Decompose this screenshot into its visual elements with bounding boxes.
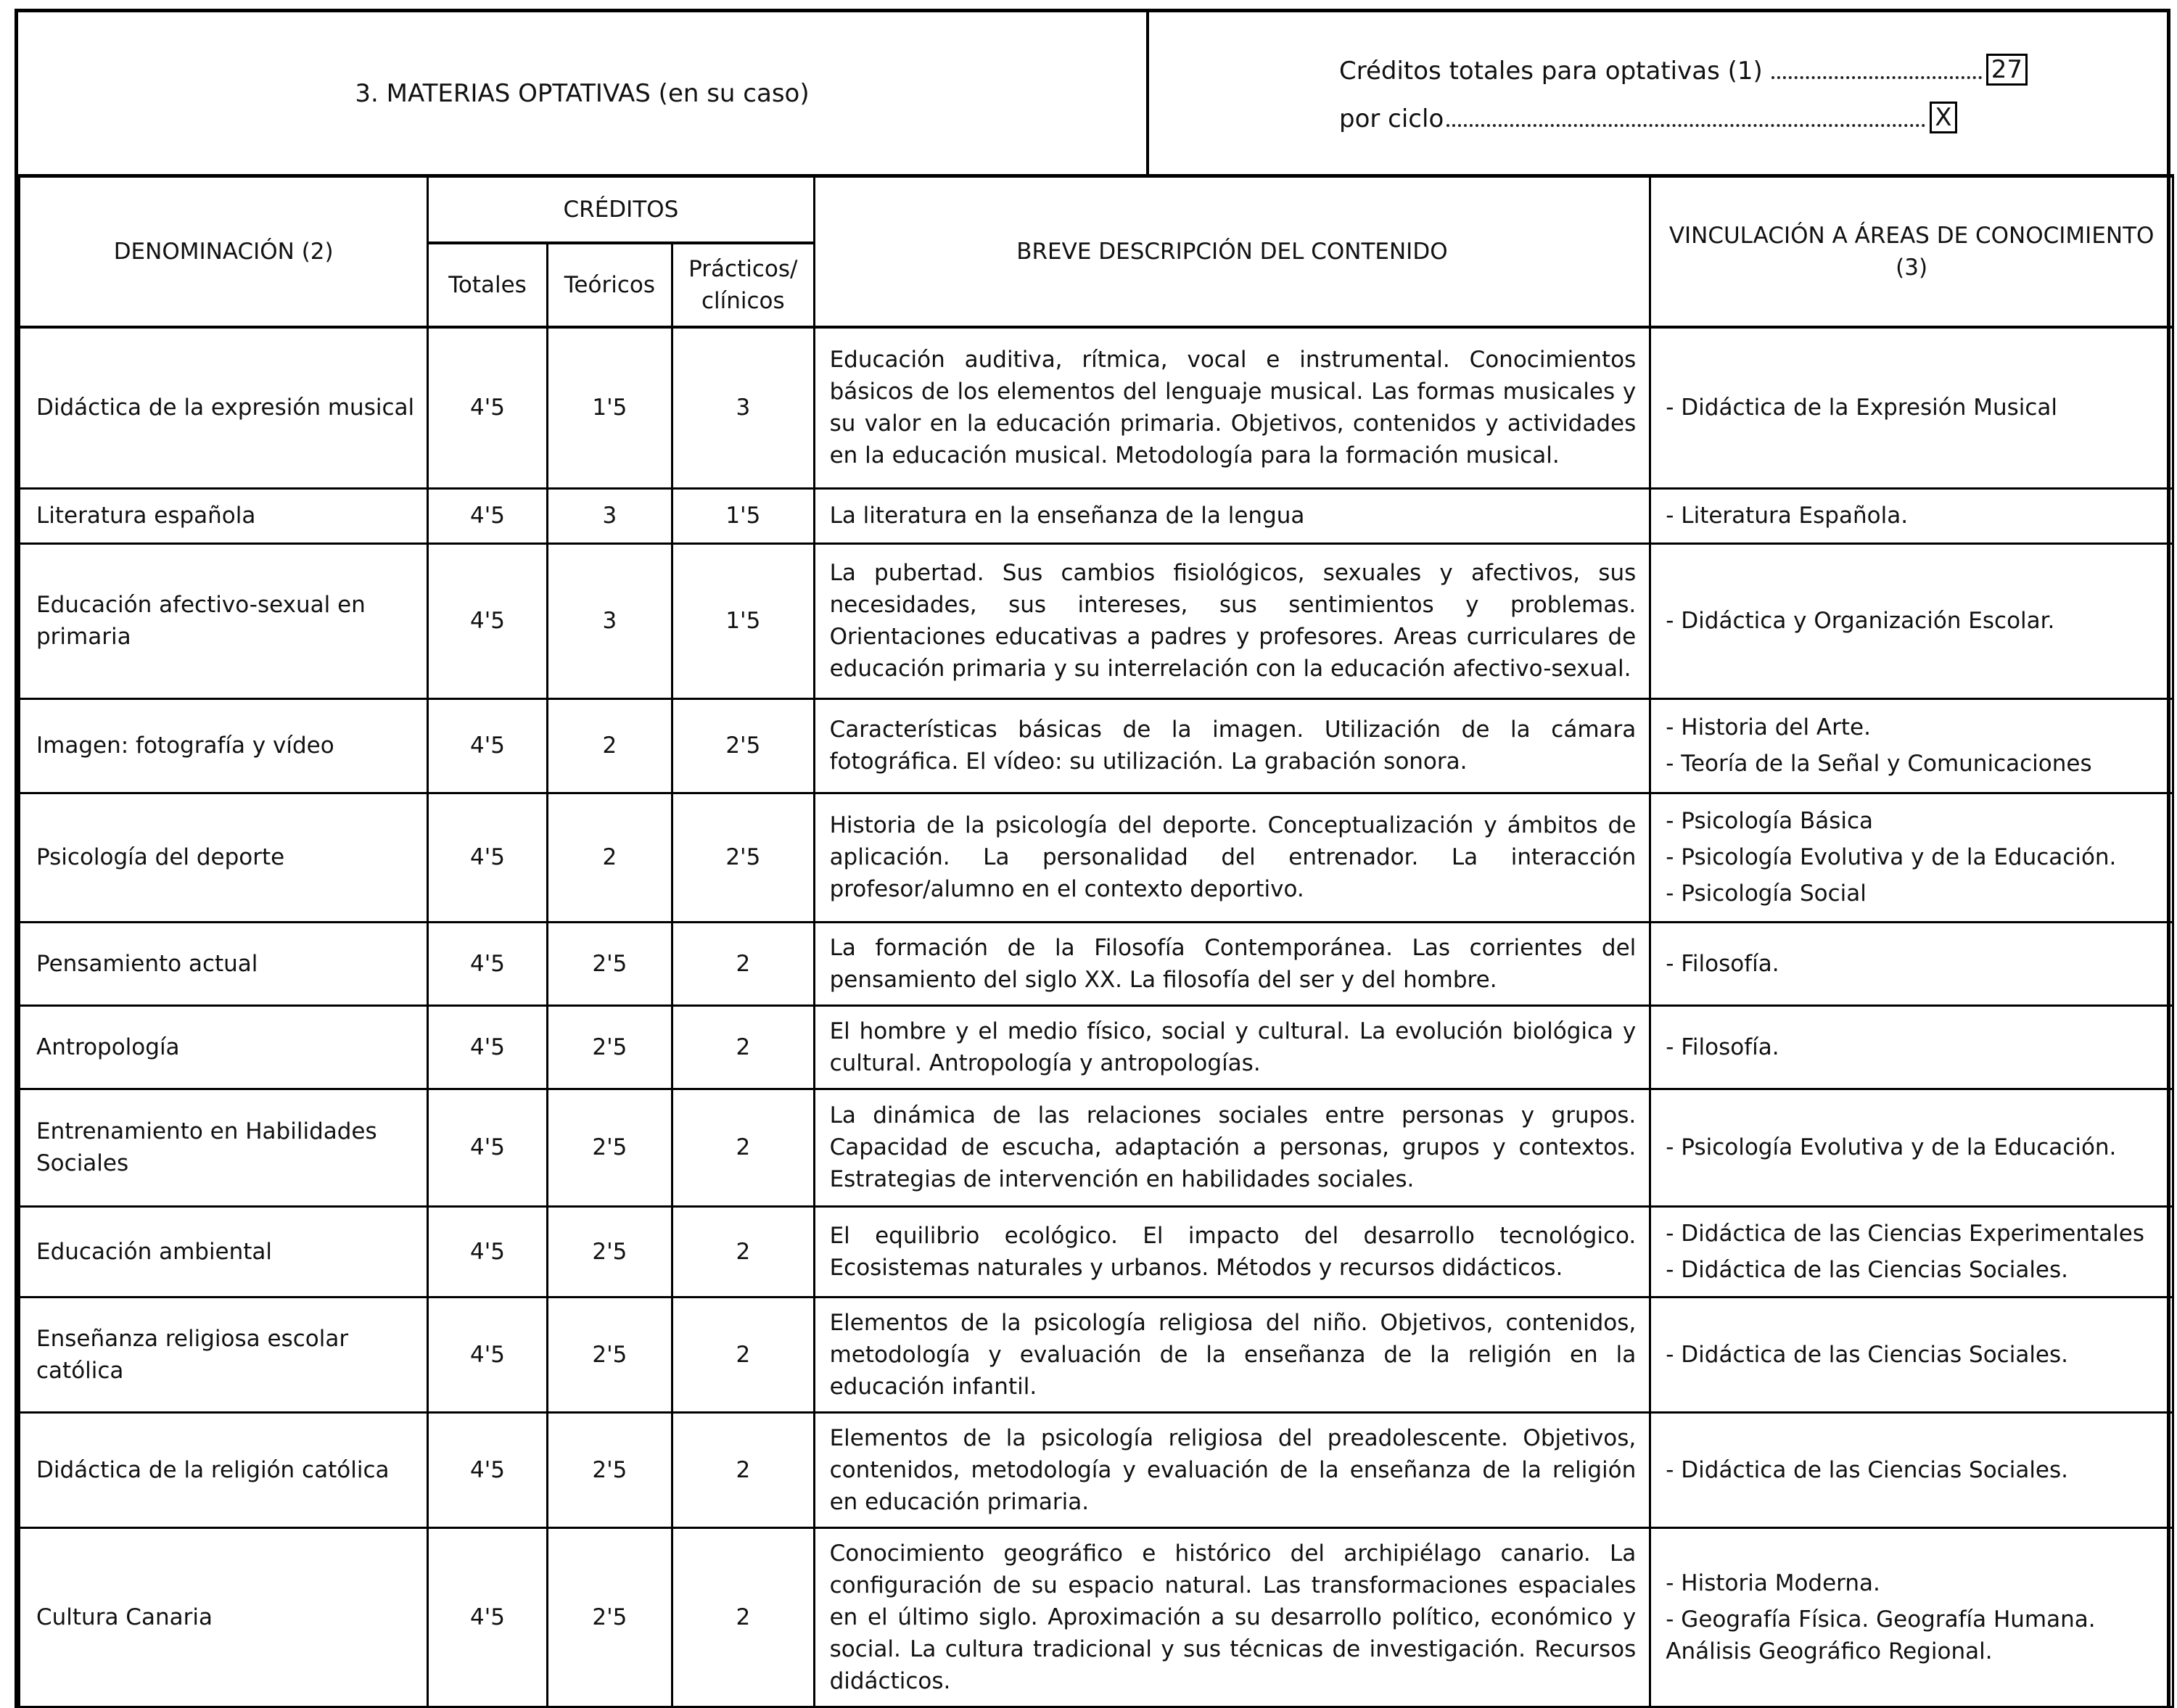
table-header-row (20, 176, 2173, 244)
table-row (20, 1412, 2173, 1527)
total-credits-label: Créditos totales para optativas (1) (1339, 56, 1763, 86)
subject-name: Psicología del deporte (20, 793, 428, 922)
knowledge-area-item: - Didáctica de las Ciencias Sociales. (1666, 1341, 2069, 1368)
credits-totales: 4'5 (428, 488, 547, 543)
col-practicos-line2: clínicos (701, 288, 785, 314)
col-practicos (672, 243, 814, 327)
table-row (20, 1206, 2173, 1297)
col-creditos: CRÉDITOS (428, 176, 814, 244)
total-credits-value: 27 (1986, 54, 2028, 86)
credits-totales: 4'5 (428, 1005, 547, 1089)
content-description: El hombre y el medio físico, social y cultural. La evolución biológica y cultural. Antropología y antropologías. (814, 1005, 1650, 1089)
content-description: La literatura en la enseñanza de la lengua (814, 488, 1650, 543)
subject-name: Antropología (20, 1005, 428, 1089)
document-page (15, 9, 2170, 1708)
knowledge-area-item: - Didáctica de la Expresión Musical (1666, 395, 2058, 421)
credits-practicos: 2 (672, 1005, 814, 1089)
subject-name: Entrenamiento en Habilidades Sociales (20, 1089, 428, 1206)
col-vinculacion: VINCULACIÓN A ÁREAS DE CONOCIMIENTO (3) (1650, 176, 2173, 328)
knowledge-area-item: - Geografía Física. Geografía Humana. Análisis Geográfico Regional. (1666, 1606, 2096, 1664)
per-cycle-line (1339, 102, 2167, 133)
credits-teoricos: 2'5 (547, 922, 672, 1005)
credits-practicos: 2'5 (672, 698, 814, 793)
knowledge-area-item: - Teoría de la Señal y Comunicaciones (1666, 751, 2092, 777)
table-row (20, 1297, 2173, 1412)
dotted-leader (1446, 124, 1925, 127)
credits-teoricos: 2'5 (547, 1005, 672, 1089)
credits-teoricos: 3 (547, 488, 672, 543)
content-description: Educación auditiva, rítmica, vocal e instrumental. Conocimientos básicos de los elementos del lenguaje musical. Las formas musicales y su valor en la educación primaria. Objetivos, contenidos y actividades en la educación musical. Metodología para la formación musical. (814, 327, 1650, 488)
credits-teoricos: 2'5 (547, 1297, 672, 1412)
credits-totales: 4'5 (428, 327, 547, 488)
table-row (20, 327, 2173, 488)
knowledge-area-item: - Didáctica de las Ciencias Experimentales (1666, 1220, 2144, 1247)
subject-name: Pensamiento actual (20, 922, 428, 1005)
section-title: 3. MATERIAS OPTATIVAS (en su caso) (18, 12, 1149, 174)
credits-practicos: 1'5 (672, 543, 814, 698)
knowledge-area-item: - Filosofía. (1666, 950, 1779, 977)
content-description: Historia de la psicología del deporte. Conceptualización y ámbitos de aplicación. La personalidad del entrenador. La interacción profesor/alumno en el contexto deportivo. (814, 793, 1650, 922)
content-description: El equilibrio ecológico. El impacto del desarrollo tecnológico. Ecosistemas naturales y urbanos. Métodos y recursos didácticos. (814, 1206, 1650, 1297)
dotted-leader (1771, 76, 1982, 79)
table-row (20, 698, 2173, 793)
credits-summary (1149, 12, 2167, 174)
table-row (20, 922, 2173, 1005)
credits-totales: 4'5 (428, 1412, 547, 1527)
table-row (20, 488, 2173, 543)
credits-practicos: 2 (672, 1527, 814, 1707)
content-description: La pubertad. Sus cambios fisiológicos, sexuales y afectivos, sus necesidades, sus intereses, sus sentimientos y problemas. Orientaciones educativas a padres y profesores. Areas curriculares de educación primaria y su interrelación con la educación afectivo-sexual. (814, 543, 1650, 698)
credits-teoricos: 1'5 (547, 327, 672, 488)
col-descripcion: BREVE DESCRIPCIÓN DEL CONTENIDO (814, 176, 1650, 328)
table-row (20, 1527, 2173, 1707)
table-row (20, 793, 2173, 922)
credits-teoricos: 2 (547, 793, 672, 922)
table-body (20, 327, 2173, 1707)
knowledge-areas (1650, 327, 2173, 488)
knowledge-area-item: - Psicología Evolutiva y de la Educación. (1666, 843, 2117, 870)
optional-subjects-table (18, 174, 2174, 1708)
credits-teoricos: 2'5 (547, 1527, 672, 1707)
credits-practicos: 3 (672, 327, 814, 488)
table-row (20, 1089, 2173, 1206)
credits-totales: 4'5 (428, 1297, 547, 1412)
credits-teoricos: 2'5 (547, 1089, 672, 1206)
credits-practicos: 2'5 (672, 793, 814, 922)
credits-teoricos: 2 (547, 698, 672, 793)
knowledge-areas (1650, 488, 2173, 543)
per-cycle-value: X (1930, 102, 1956, 133)
knowledge-areas (1650, 1089, 2173, 1206)
table-frame (15, 174, 2170, 1708)
subject-name: Educación ambiental (20, 1206, 428, 1297)
knowledge-area-item: - Didáctica de las Ciencias Sociales. (1666, 1456, 2069, 1483)
knowledge-areas (1650, 1527, 2173, 1707)
knowledge-areas (1650, 543, 2173, 698)
credits-totales: 4'5 (428, 698, 547, 793)
knowledge-areas (1650, 1206, 2173, 1297)
knowledge-areas (1650, 1297, 2173, 1412)
knowledge-areas (1650, 1412, 2173, 1527)
content-description: La dinámica de las relaciones sociales entre personas y grupos. Capacidad de escucha, adaptación a personas, grupos y contextos. Estrategias de intervención en habilidades sociales. (814, 1089, 1650, 1206)
col-practicos-line1: Prácticos/ (688, 255, 798, 282)
subject-name: Educación afectivo-sexual en primaria (20, 543, 428, 698)
subject-name: Enseñanza religiosa escolar católica (20, 1297, 428, 1412)
credits-practicos: 2 (672, 1206, 814, 1297)
knowledge-area-item: - Historia Moderna. (1666, 1569, 1880, 1596)
knowledge-area-item: - Literatura Española. (1666, 502, 1909, 529)
subject-name: Didáctica de la religión católica (20, 1412, 428, 1527)
knowledge-area-item: - Didáctica y Organización Escolar. (1666, 607, 2055, 634)
subject-name: Didáctica de la expresión musical (20, 327, 428, 488)
total-credits-line (1339, 54, 2167, 86)
knowledge-area-item: - Historia del Arte. (1666, 714, 1871, 740)
knowledge-area-item: - Psicología Social (1666, 880, 1867, 907)
knowledge-area-item: - Psicología Básica (1666, 807, 1874, 834)
table-row (20, 1005, 2173, 1089)
content-description: Elementos de la psicología religiosa del preadolescente. Objetivos, contenidos, metodología y evaluación de la enseñanza de la religión en educación primaria. (814, 1412, 1650, 1527)
col-teoricos: Teóricos (547, 243, 672, 327)
credits-practicos: 2 (672, 1412, 814, 1527)
credits-practicos: 1'5 (672, 488, 814, 543)
knowledge-areas (1650, 1005, 2173, 1089)
credits-practicos: 2 (672, 1297, 814, 1412)
col-totales: Totales (428, 243, 547, 327)
credits-teoricos: 2'5 (547, 1206, 672, 1297)
section-header (15, 9, 2170, 174)
knowledge-area-item: - Psicología Evolutiva y de la Educación. (1666, 1134, 2117, 1161)
credits-totales: 4'5 (428, 1089, 547, 1206)
knowledge-areas (1650, 922, 2173, 1005)
credits-teoricos: 3 (547, 543, 672, 698)
content-description: Conocimiento geográfico e histórico del archipiélago canario. La configuración de su espacio natural. Las transformaciones espaciales en el último siglo. Aproximación a su desarrollo político, económico y social. La cultura tradicional y sus técnicas de investigación. Recursos didácticos. (814, 1527, 1650, 1707)
content-description: Elementos de la psicología religiosa del niño. Objetivos, contenidos, metodología y evaluación de la enseñanza de la religión en la educación infantil. (814, 1297, 1650, 1412)
subject-name: Literatura española (20, 488, 428, 543)
content-description: Características básicas de la imagen. Utilización de la cámara fotográfica. El vídeo: su utilización. La grabación sonora. (814, 698, 1650, 793)
knowledge-areas (1650, 698, 2173, 793)
credits-practicos: 2 (672, 1089, 814, 1206)
credits-totales: 4'5 (428, 793, 547, 922)
per-cycle-label: por ciclo (1339, 104, 1444, 133)
credits-totales: 4'5 (428, 1527, 547, 1707)
content-description: La formación de la Filosofía Contemporánea. Las corrientes del pensamiento del siglo XX. La filosofía del ser y del hombre. (814, 922, 1650, 1005)
credits-totales: 4'5 (428, 543, 547, 698)
table-row (20, 543, 2173, 698)
credits-teoricos: 2'5 (547, 1412, 672, 1527)
col-denominacion: DENOMINACIÓN (2) (20, 176, 428, 328)
credits-totales: 4'5 (428, 922, 547, 1005)
credits-totales: 4'5 (428, 1206, 547, 1297)
subject-name: Imagen: fotografía y vídeo (20, 698, 428, 793)
knowledge-areas (1650, 793, 2173, 922)
knowledge-area-item: - Filosofía. (1666, 1034, 1779, 1060)
subject-name: Cultura Canaria (20, 1527, 428, 1707)
credits-practicos: 2 (672, 922, 814, 1005)
knowledge-area-item: - Didáctica de las Ciencias Sociales. (1666, 1256, 2069, 1283)
